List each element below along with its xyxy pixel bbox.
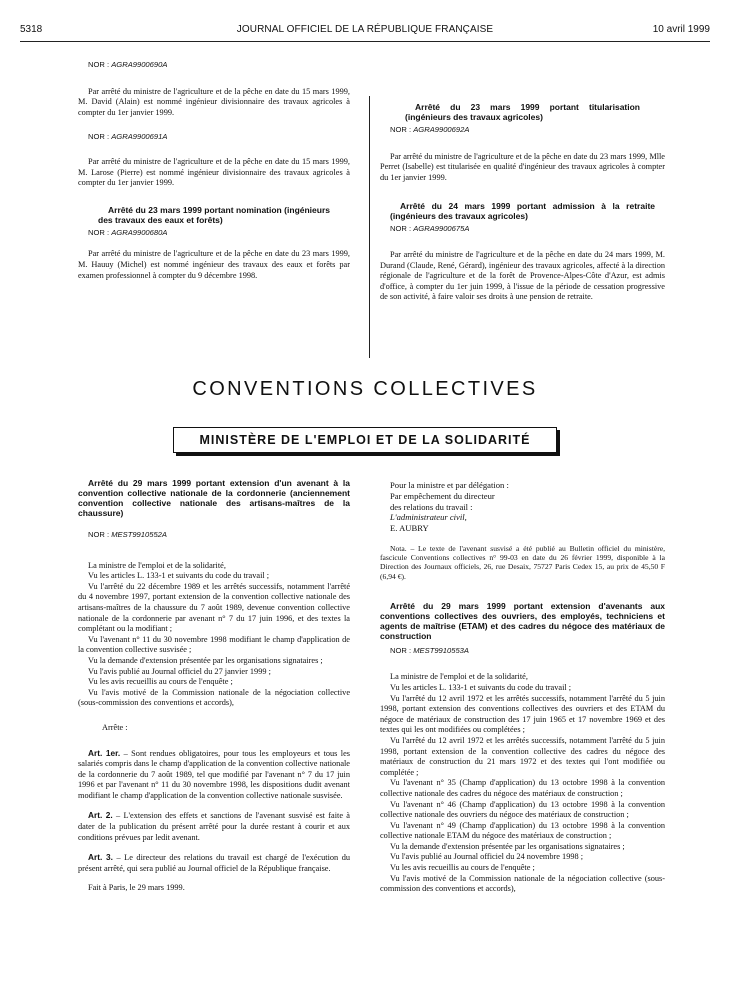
journal-title: JOURNAL OFFICIEL DE LA RÉPUBLIQUE FRANÇAISE xyxy=(236,24,494,35)
nor-reference: NOR : AGRA9900680A xyxy=(88,227,168,237)
decree-text: Par arrêté du ministre de l'agriculture et de la pêche en date du 24 mars 1999, M. Durand (Claude, René, Gérard), ingénieur des travaux agricoles, affecté à la direction régionale de l'agriculture et de la forêt de Provence-Alpes-Côte d'Azur, est admis d'office, à compter du 1er juin 1999, à l'issue de la période de cessation progressive de son activité, à faire valoir ses droits à une pension de retraite. xyxy=(380,249,665,302)
top-right-column xyxy=(380,102,665,303)
paragraph: Vu l'avenant n° 49 (Champ d'application) du 13 octobre 1998 à la convention collective nationale ETAM du négoce des matériaux de construction ; xyxy=(380,820,665,841)
article: Art. 2. – L'extension des effets et sanctions de l'avenant susvisé est faite à dater de la publication du présent arrêté pour la durée restant à courir et aux conditions prévues par ledit avenant. xyxy=(78,810,350,842)
section-title: CONVENTIONS COLLECTIVES xyxy=(192,378,538,400)
column-rule xyxy=(369,96,370,358)
article: Art. 3. – Le directeur des relations du travail est chargé de l'exécution du présent arrêté, qui sera publié au Journal officiel de la République française. xyxy=(78,852,351,873)
paragraph: Vu l'avenant n° 11 du 30 novembre 1998 modifiant le champ d'application de la convention collective susvisée ; xyxy=(78,634,350,655)
nor-reference: NOR : MEST9910553A xyxy=(390,645,469,655)
nor-reference: NOR : AGRA9900690A xyxy=(88,60,168,69)
nor-reference: NOR : AGRA9900691A xyxy=(88,132,168,142)
bottom-left-column xyxy=(78,478,350,894)
article: Art. 1er. – Sont rendues obligatoires, pour tous les employeurs et tous les salariés compris dans le champ d'application de la convention collective nationale de la cordonnerie du 7 août 1989, tel que modifié par l'avenant n° 7 du 17 juin 1996 et par l'avenant n° 11 du 30 novembre 1998, les dispositions dudit avenant modifiant le champ d'application de la convention collective nationale susvisée. xyxy=(78,747,351,800)
issue-date: 10 avril 1999 xyxy=(652,24,710,35)
arrete-label: Arrête : xyxy=(102,722,128,732)
paragraph: Vu la demande d'extension présentée par les organisations signataires ; xyxy=(390,841,625,851)
header-rule xyxy=(20,41,710,42)
decree-body xyxy=(78,561,350,709)
paragraph: Vu l'arrêté du 22 décembre 1989 et les arrêtés successifs, notamment l'arrêté du 4 novembre 1997, portant extension de la convention collective nationale des artisans-maîtres de la chaussure du 7 août 1989, devenue convention collective nationale de la cordonnerie par avenant n° 7 du 17 juin 1996, et des textes la complétant ou la modifiant ; xyxy=(78,581,350,634)
signature-line: L'administrateur civil, xyxy=(390,512,467,523)
ministry-heading: MINISTÈRE DE L'EMPLOI ET DE LA SOLIDARITÉ xyxy=(173,427,557,453)
decree-title: Arrêté du 29 mars 1999 portant extension d'un avenant à la convention collective nationale de la cordonnerie (anciennement convention collective nationale des artisans-maîtres de la chaussure) xyxy=(78,478,350,518)
decree-body xyxy=(380,672,665,894)
paragraph: La ministre de l'emploi et de la solidarité, xyxy=(88,560,226,570)
done-at: Fait à Paris, le 29 mars 1999. xyxy=(88,883,185,893)
nota-note: Nota. – Le texte de l'avenant susvisé a été publié au Bulletin officiel du ministère, fascicule Conventions collectives n° 99-03 en date du 26 février 1999, disponible à la Direction des Journaux officiels, 26, rue Desaix, 75727 Paris Cedex 15, au prix de 45,50 F (6,94 €). xyxy=(380,543,665,581)
decree-title: Arrêté du 24 mars 1999 portant admission à la retraite (ingénieurs des travaux agricoles) xyxy=(390,201,655,222)
paragraph: Vu la demande d'extension présentée par les organisations signataires ; xyxy=(88,655,323,665)
paragraph: Vu les avis recueillis au cours de l'enquête ; xyxy=(88,677,233,687)
decree-text: Par arrêté du ministre de l'agriculture et de la pêche en date du 23 mars 1999, Mlle Perret (Isabelle) est titularisée en qualité d'ingénieur des travaux agricoles à compter du 1er janvier 1999. xyxy=(380,151,665,182)
nor-reference: NOR : MEST9910552A xyxy=(88,530,167,539)
signatory-name: E. AUBRY xyxy=(390,523,429,534)
nor-reference: NOR : AGRA9900692A xyxy=(390,125,470,134)
paragraph: Vu l'arrêté du 12 avril 1972 et les arrêtés successifs, notamment l'arrêté du 5 juin 1998, portant extension de la convention collective des cadres du négoce des matériaux de construction du 21 mars 1972 et des textes qui l'ont modifiée ou complétée ; xyxy=(380,735,665,777)
decree-text: Par arrêté du ministre de l'agriculture et de la pêche en date du 15 mars 1999, M. Larose (Pierre) est nommé ingénieur divisionnaire des travaux agricoles à compter du 1er janvier 1999. xyxy=(78,156,350,188)
page-number: 5318 xyxy=(20,24,43,35)
decree-text: Par arrêté du ministre de l'agriculture et de la pêche en date du 15 mars 1999, M. David (Alain) est nommé ingénieur divisionnaire des travaux agricoles à compter du 1er janvier 1999. xyxy=(78,86,350,117)
paragraph: Vu les avis recueillis au cours de l'enquête ; xyxy=(390,863,535,873)
paragraph: Vu l'avis motivé de la Commission nationale de la négociation collective (sous-commission des conventions et accords), xyxy=(78,687,350,708)
paragraph: Vu l'avis motivé de la Commission nationale de la négociation collective (sous-commission des conventions et accords), xyxy=(380,873,665,894)
signature-line: Par empêchement du directeur xyxy=(390,490,495,501)
bottom-right-column xyxy=(380,480,665,895)
decree-title: Arrêté du 23 mars 1999 portant nomination (ingénieurs des travaux des eaux et forêts) xyxy=(98,204,330,225)
paragraph: Vu les articles L. 133-1 et suivants du code du travail ; xyxy=(390,682,572,692)
nor-reference: NOR : AGRA9900675A xyxy=(390,224,470,234)
paragraph: La ministre de l'emploi et de la solidarité, xyxy=(390,672,528,682)
signature-line: Pour la ministre et par délégation : xyxy=(390,480,509,490)
paragraph: Vu l'avis publié au Journal officiel du 24 novembre 1998 ; xyxy=(390,852,584,862)
decree-title: Arrêté du 29 mars 1999 portant extension d'avenants aux conventions collectives des ouvriers, des employés, techniciens et agents de maîtrise (ETAM) et des cadres du négoce des matériaux de construction xyxy=(380,600,665,641)
paragraph: Vu l'avis publié au Journal officiel du 27 janvier 1999 ; xyxy=(88,666,271,676)
page-header xyxy=(20,24,710,38)
paragraph: Vu l'avenant n° 35 (Champ d'application) du 13 octobre 1998 à la convention collective nationale des cadres du négoce des matériaux de construction ; xyxy=(380,778,665,798)
signature-block xyxy=(380,480,665,534)
decree-text: Par arrêté du ministre de l'agriculture et de la pêche en date du 23 mars 1999, M. Hauuy (Michel) est nommé ingénieur des travaux des eaux et forêts par examen professionnel à compter du 9 décembre 1998. xyxy=(78,249,350,280)
paragraph: Vu les articles L. 133-1 et suivants du code du travail ; xyxy=(88,571,270,581)
paragraph: Vu l'avenant n° 46 (Champ d'application) du 13 octobre 1998 à la convention collective nationale des ouvriers du négoce des matériaux de construction ; xyxy=(380,799,665,820)
decree-title: Arrêté du 23 mars 1999 portant titularisation (ingénieurs des travaux agricoles) xyxy=(405,102,640,122)
signature-line: des relations du travail : xyxy=(390,501,473,512)
top-left-column xyxy=(78,60,350,281)
paragraph: Vu l'arrêté du 12 avril 1972 et les arrêtés successifs, notamment l'arrêté du 5 juin 1998, portant extension des conventions collectives des ouvriers et des ETAM du négoce de matériaux de construction des 17 juin 1965 et 17 novembre 1969 et des textes qui les ont modifiées ou complétées ; xyxy=(380,693,665,735)
